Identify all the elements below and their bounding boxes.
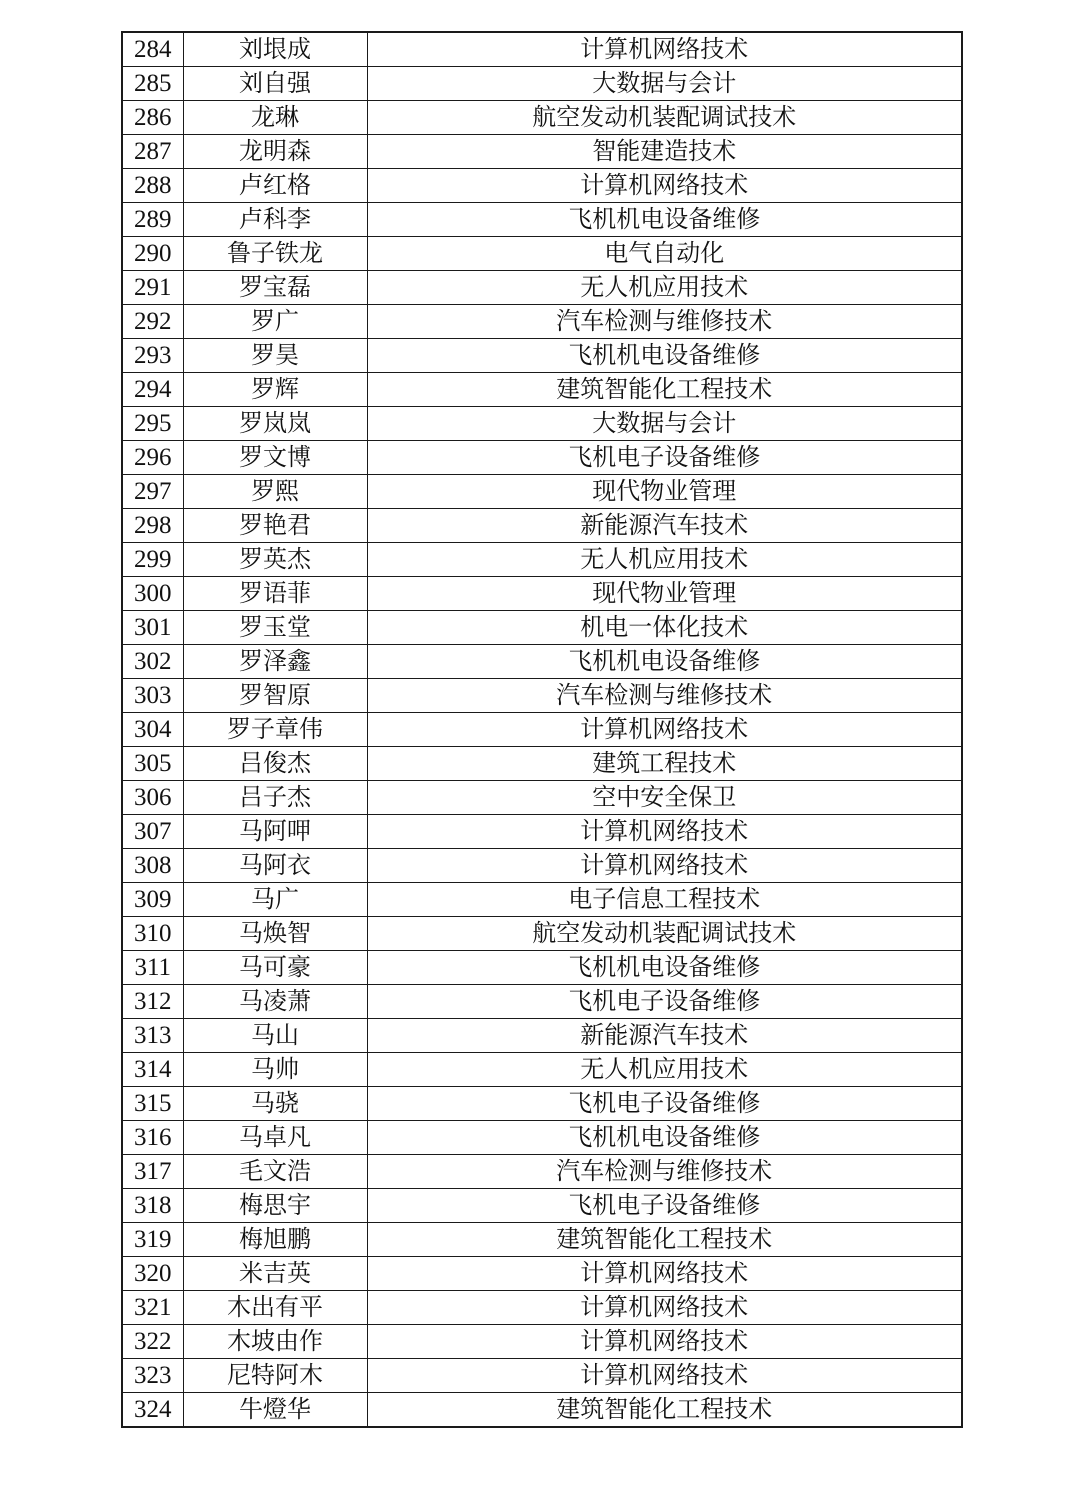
row-number-cell: 308 — [122, 849, 183, 883]
row-number-cell: 322 — [122, 1325, 183, 1359]
major-cell: 现代物业管理 — [367, 577, 962, 611]
table-row — [122, 611, 962, 645]
student-name-cell: 马阿衣 — [183, 849, 367, 883]
table-row — [122, 271, 962, 305]
student-name-cell: 马骁 — [183, 1087, 367, 1121]
major-cell: 新能源汽车技术 — [367, 1019, 962, 1053]
row-number-cell: 300 — [122, 577, 183, 611]
major-cell: 建筑智能化工程技术 — [367, 1223, 962, 1257]
student-name-cell: 毛文浩 — [183, 1155, 367, 1189]
student-name-cell: 罗文博 — [183, 441, 367, 475]
row-number-cell: 314 — [122, 1053, 183, 1087]
major-cell: 计算机网络技术 — [367, 169, 962, 203]
major-cell: 空中安全保卫 — [367, 781, 962, 815]
major-cell: 飞机电子设备维修 — [367, 1087, 962, 1121]
major-cell: 计算机网络技术 — [367, 1291, 962, 1325]
major-cell: 电气自动化 — [367, 237, 962, 271]
table-row — [122, 203, 962, 237]
row-number-cell: 299 — [122, 543, 183, 577]
student-name-cell: 马山 — [183, 1019, 367, 1053]
student-name-cell: 罗宝磊 — [183, 271, 367, 305]
row-number-cell: 293 — [122, 339, 183, 373]
major-cell: 现代物业管理 — [367, 475, 962, 509]
table-row — [122, 815, 962, 849]
major-cell: 无人机应用技术 — [367, 1053, 962, 1087]
student-name-cell: 罗玉堂 — [183, 611, 367, 645]
table-row — [122, 645, 962, 679]
row-number-cell: 309 — [122, 883, 183, 917]
major-cell: 计算机网络技术 — [367, 713, 962, 747]
row-number-cell: 310 — [122, 917, 183, 951]
student-list-table — [121, 31, 963, 1428]
student-name-cell: 吕子杰 — [183, 781, 367, 815]
row-number-cell: 288 — [122, 169, 183, 203]
table-row — [122, 747, 962, 781]
student-name-cell: 罗昊 — [183, 339, 367, 373]
student-name-cell: 罗泽鑫 — [183, 645, 367, 679]
table-row — [122, 849, 962, 883]
major-cell: 汽车检测与维修技术 — [367, 679, 962, 713]
student-name-cell: 梅旭鹏 — [183, 1223, 367, 1257]
major-cell: 无人机应用技术 — [367, 271, 962, 305]
major-cell: 新能源汽车技术 — [367, 509, 962, 543]
major-cell: 机电一体化技术 — [367, 611, 962, 645]
major-cell: 航空发动机装配调试技术 — [367, 917, 962, 951]
student-name-cell: 罗子章伟 — [183, 713, 367, 747]
student-name-cell: 刘垠成 — [183, 32, 367, 67]
row-number-cell: 318 — [122, 1189, 183, 1223]
row-number-cell: 307 — [122, 815, 183, 849]
row-number-cell: 317 — [122, 1155, 183, 1189]
row-number-cell: 295 — [122, 407, 183, 441]
student-name-cell: 罗辉 — [183, 373, 367, 407]
row-number-cell: 298 — [122, 509, 183, 543]
major-cell: 计算机网络技术 — [367, 32, 962, 67]
table-row — [122, 1087, 962, 1121]
student-name-cell: 马阿呷 — [183, 815, 367, 849]
row-number-cell: 285 — [122, 67, 183, 101]
student-name-cell: 马卓凡 — [183, 1121, 367, 1155]
table-row — [122, 373, 962, 407]
student-name-cell: 马可豪 — [183, 951, 367, 985]
student-name-cell: 罗语菲 — [183, 577, 367, 611]
major-cell: 飞机机电设备维修 — [367, 203, 962, 237]
major-cell: 计算机网络技术 — [367, 849, 962, 883]
row-number-cell: 320 — [122, 1257, 183, 1291]
major-cell: 飞机电子设备维修 — [367, 441, 962, 475]
student-name-cell: 罗广 — [183, 305, 367, 339]
student-name-cell: 马广 — [183, 883, 367, 917]
table-row — [122, 475, 962, 509]
table-row — [122, 1019, 962, 1053]
row-number-cell: 311 — [122, 951, 183, 985]
student-name-cell: 龙琳 — [183, 101, 367, 135]
major-cell: 计算机网络技术 — [367, 1257, 962, 1291]
table-row — [122, 237, 962, 271]
major-cell: 建筑智能化工程技术 — [367, 373, 962, 407]
major-cell: 飞机机电设备维修 — [367, 1121, 962, 1155]
row-number-cell: 287 — [122, 135, 183, 169]
table-row — [122, 713, 962, 747]
student-name-cell: 尼特阿木 — [183, 1359, 367, 1393]
row-number-cell: 312 — [122, 985, 183, 1019]
table-row — [122, 1155, 962, 1189]
student-name-cell: 罗英杰 — [183, 543, 367, 577]
row-number-cell: 284 — [122, 32, 183, 67]
student-name-cell: 卢红格 — [183, 169, 367, 203]
major-cell: 飞机电子设备维修 — [367, 1189, 962, 1223]
row-number-cell: 313 — [122, 1019, 183, 1053]
row-number-cell: 315 — [122, 1087, 183, 1121]
major-cell: 建筑工程技术 — [367, 747, 962, 781]
table-row — [122, 339, 962, 373]
row-number-cell: 291 — [122, 271, 183, 305]
table-body — [122, 32, 962, 1427]
major-cell: 航空发动机装配调试技术 — [367, 101, 962, 135]
row-number-cell: 286 — [122, 101, 183, 135]
major-cell: 大数据与会计 — [367, 407, 962, 441]
row-number-cell: 304 — [122, 713, 183, 747]
table-row — [122, 917, 962, 951]
row-number-cell: 305 — [122, 747, 183, 781]
student-name-cell: 罗岚岚 — [183, 407, 367, 441]
major-cell: 飞机机电设备维修 — [367, 951, 962, 985]
table-row — [122, 883, 962, 917]
major-cell: 飞机机电设备维修 — [367, 339, 962, 373]
major-cell: 汽车检测与维修技术 — [367, 1155, 962, 1189]
student-name-cell: 马帅 — [183, 1053, 367, 1087]
table-row — [122, 441, 962, 475]
student-name-cell: 罗艳君 — [183, 509, 367, 543]
major-cell: 无人机应用技术 — [367, 543, 962, 577]
row-number-cell: 301 — [122, 611, 183, 645]
table-row — [122, 67, 962, 101]
student-name-cell: 木出有平 — [183, 1291, 367, 1325]
table-row — [122, 1121, 962, 1155]
table-row — [122, 1291, 962, 1325]
row-number-cell: 297 — [122, 475, 183, 509]
major-cell: 计算机网络技术 — [367, 815, 962, 849]
table-row — [122, 1257, 962, 1291]
table-row — [122, 951, 962, 985]
table-row — [122, 169, 962, 203]
student-name-cell: 吕俊杰 — [183, 747, 367, 781]
table-row — [122, 1393, 962, 1428]
major-cell: 汽车检测与维修技术 — [367, 305, 962, 339]
student-name-cell: 马凌萧 — [183, 985, 367, 1019]
table-row — [122, 135, 962, 169]
student-name-cell: 木坡由作 — [183, 1325, 367, 1359]
table-row — [122, 577, 962, 611]
row-number-cell: 302 — [122, 645, 183, 679]
row-number-cell: 294 — [122, 373, 183, 407]
row-number-cell: 306 — [122, 781, 183, 815]
student-name-cell: 刘自强 — [183, 67, 367, 101]
table-row — [122, 679, 962, 713]
student-name-cell: 马焕智 — [183, 917, 367, 951]
major-cell: 飞机机电设备维修 — [367, 645, 962, 679]
major-cell: 计算机网络技术 — [367, 1359, 962, 1393]
student-name-cell: 梅思宇 — [183, 1189, 367, 1223]
row-number-cell: 292 — [122, 305, 183, 339]
table-row — [122, 1359, 962, 1393]
student-name-cell: 鲁子铁龙 — [183, 237, 367, 271]
major-cell: 飞机电子设备维修 — [367, 985, 962, 1019]
table-row — [122, 1223, 962, 1257]
student-name-cell: 卢科李 — [183, 203, 367, 237]
table-row — [122, 305, 962, 339]
table-row — [122, 1189, 962, 1223]
student-name-cell: 牛燈华 — [183, 1393, 367, 1428]
row-number-cell: 324 — [122, 1393, 183, 1428]
major-cell: 建筑智能化工程技术 — [367, 1393, 962, 1428]
row-number-cell: 323 — [122, 1359, 183, 1393]
student-name-cell: 罗智原 — [183, 679, 367, 713]
table-row — [122, 985, 962, 1019]
table-row — [122, 1053, 962, 1087]
row-number-cell: 319 — [122, 1223, 183, 1257]
row-number-cell: 290 — [122, 237, 183, 271]
major-cell: 大数据与会计 — [367, 67, 962, 101]
table-row — [122, 101, 962, 135]
student-name-cell: 龙明森 — [183, 135, 367, 169]
row-number-cell: 303 — [122, 679, 183, 713]
row-number-cell: 316 — [122, 1121, 183, 1155]
table-row — [122, 32, 962, 67]
table-row — [122, 781, 962, 815]
table-row — [122, 543, 962, 577]
major-cell: 智能建造技术 — [367, 135, 962, 169]
row-number-cell: 296 — [122, 441, 183, 475]
table-row — [122, 407, 962, 441]
major-cell: 电子信息工程技术 — [367, 883, 962, 917]
student-name-cell: 罗熙 — [183, 475, 367, 509]
table-row — [122, 509, 962, 543]
row-number-cell: 289 — [122, 203, 183, 237]
major-cell: 计算机网络技术 — [367, 1325, 962, 1359]
student-name-cell: 米吉英 — [183, 1257, 367, 1291]
table-row — [122, 1325, 962, 1359]
row-number-cell: 321 — [122, 1291, 183, 1325]
